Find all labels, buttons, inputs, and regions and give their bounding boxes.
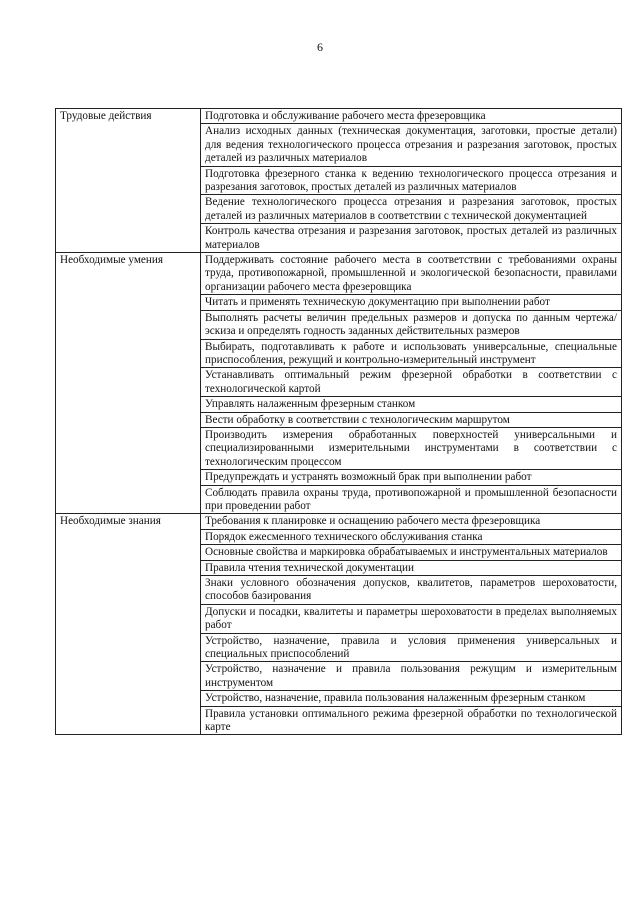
section-item: Поддерживать состояние рабочего места в соответствии с требованиями охраны труда, противопожарной, промышленной и экологической безопасности, правилами организации рабочего места фрезеровщика bbox=[201, 253, 622, 295]
section-item: Допуски и посадки, квалитеты и параметры шероховатости в пределах выполняемых работ bbox=[201, 604, 622, 633]
section-item: Основные свойства и маркировка обрабатываемых и инструментальных материалов bbox=[201, 545, 622, 560]
section-item: Предупреждать и устранять возможный брак при выполнении работ bbox=[201, 470, 622, 485]
section-item: Контроль качества отрезания и разрезания заготовок, простых деталей из различных материалов bbox=[201, 224, 622, 253]
section-item: Правила чтения технической документации bbox=[201, 560, 622, 575]
section-item: Выполнять расчеты величин предельных размеров и допуска по данным чертежа/эскиза и определять годность заданных действительных размеров bbox=[201, 310, 622, 339]
section-item: Требования к планировке и оснащению рабочего места фрезеровщика bbox=[201, 514, 622, 529]
section-item: Порядок ежесменного технического обслуживания станка bbox=[201, 529, 622, 544]
section-item: Анализ исходных данных (техническая документация, заготовки, простые детали) для ведения технологического процесса отрезания и разрезания заготовок, простых деталей из различных материалов bbox=[201, 124, 622, 166]
section-label: Необходимые знания bbox=[56, 514, 201, 735]
section-item: Подготовка фрезерного станка к ведению технологического процесса отрезания и разрезания заготовок, простых деталей из различных материалов bbox=[201, 166, 622, 195]
section-item: Устройство, назначение и правила пользования режущим и измерительным инструментом bbox=[201, 662, 622, 691]
section-item: Устанавливать оптимальный режим фрезерной обработки в соответствии с технологической картой bbox=[201, 368, 622, 397]
section-item: Выбирать, подготавливать к работе и использовать универсальные, специальные приспособления, режущий и контрольно-измерительный инструмент bbox=[201, 339, 622, 368]
competency-table bbox=[55, 108, 622, 735]
table-row bbox=[56, 109, 622, 124]
section-item: Подготовка и обслуживание рабочего места фрезеровщика bbox=[201, 109, 622, 124]
section-item: Знаки условного обозначения допусков, квалитетов, параметров шероховатости, способов базирования bbox=[201, 576, 622, 605]
section-item: Устройство, назначение, правила пользования налаженным фрезерным станком bbox=[201, 691, 622, 706]
section-label: Необходимые умения bbox=[56, 253, 201, 514]
page-number: 6 bbox=[317, 40, 323, 54]
competency-table-body bbox=[56, 109, 622, 735]
section-item: Читать и применять техническую документацию при выполнении работ bbox=[201, 295, 622, 310]
section-item: Производить измерения обработанных поверхностей универсальными и специализированными измерительными инструментами в соответствии с технологическим процессом bbox=[201, 427, 622, 469]
table-row bbox=[56, 514, 622, 529]
section-item: Устройство, назначение, правила и условия применения универсальных и специальных приспособлений bbox=[201, 633, 622, 662]
section-item: Ведение технологического процесса отрезания и разрезания заготовок, простых деталей из различных материалов в соответствии с технической документацией bbox=[201, 195, 622, 224]
table-row bbox=[56, 253, 622, 295]
section-item: Правила установки оптимального режима фрезерной обработки по технологической карте bbox=[201, 706, 622, 735]
section-item: Соблюдать правила охраны труда, противопожарной и промышленной безопасности при проведении работ bbox=[201, 485, 622, 514]
section-label: Трудовые действия bbox=[56, 109, 201, 253]
section-item: Вести обработку в соответствии с технологическим маршрутом bbox=[201, 412, 622, 427]
section-item: Управлять налаженным фрезерным станком bbox=[201, 397, 622, 412]
